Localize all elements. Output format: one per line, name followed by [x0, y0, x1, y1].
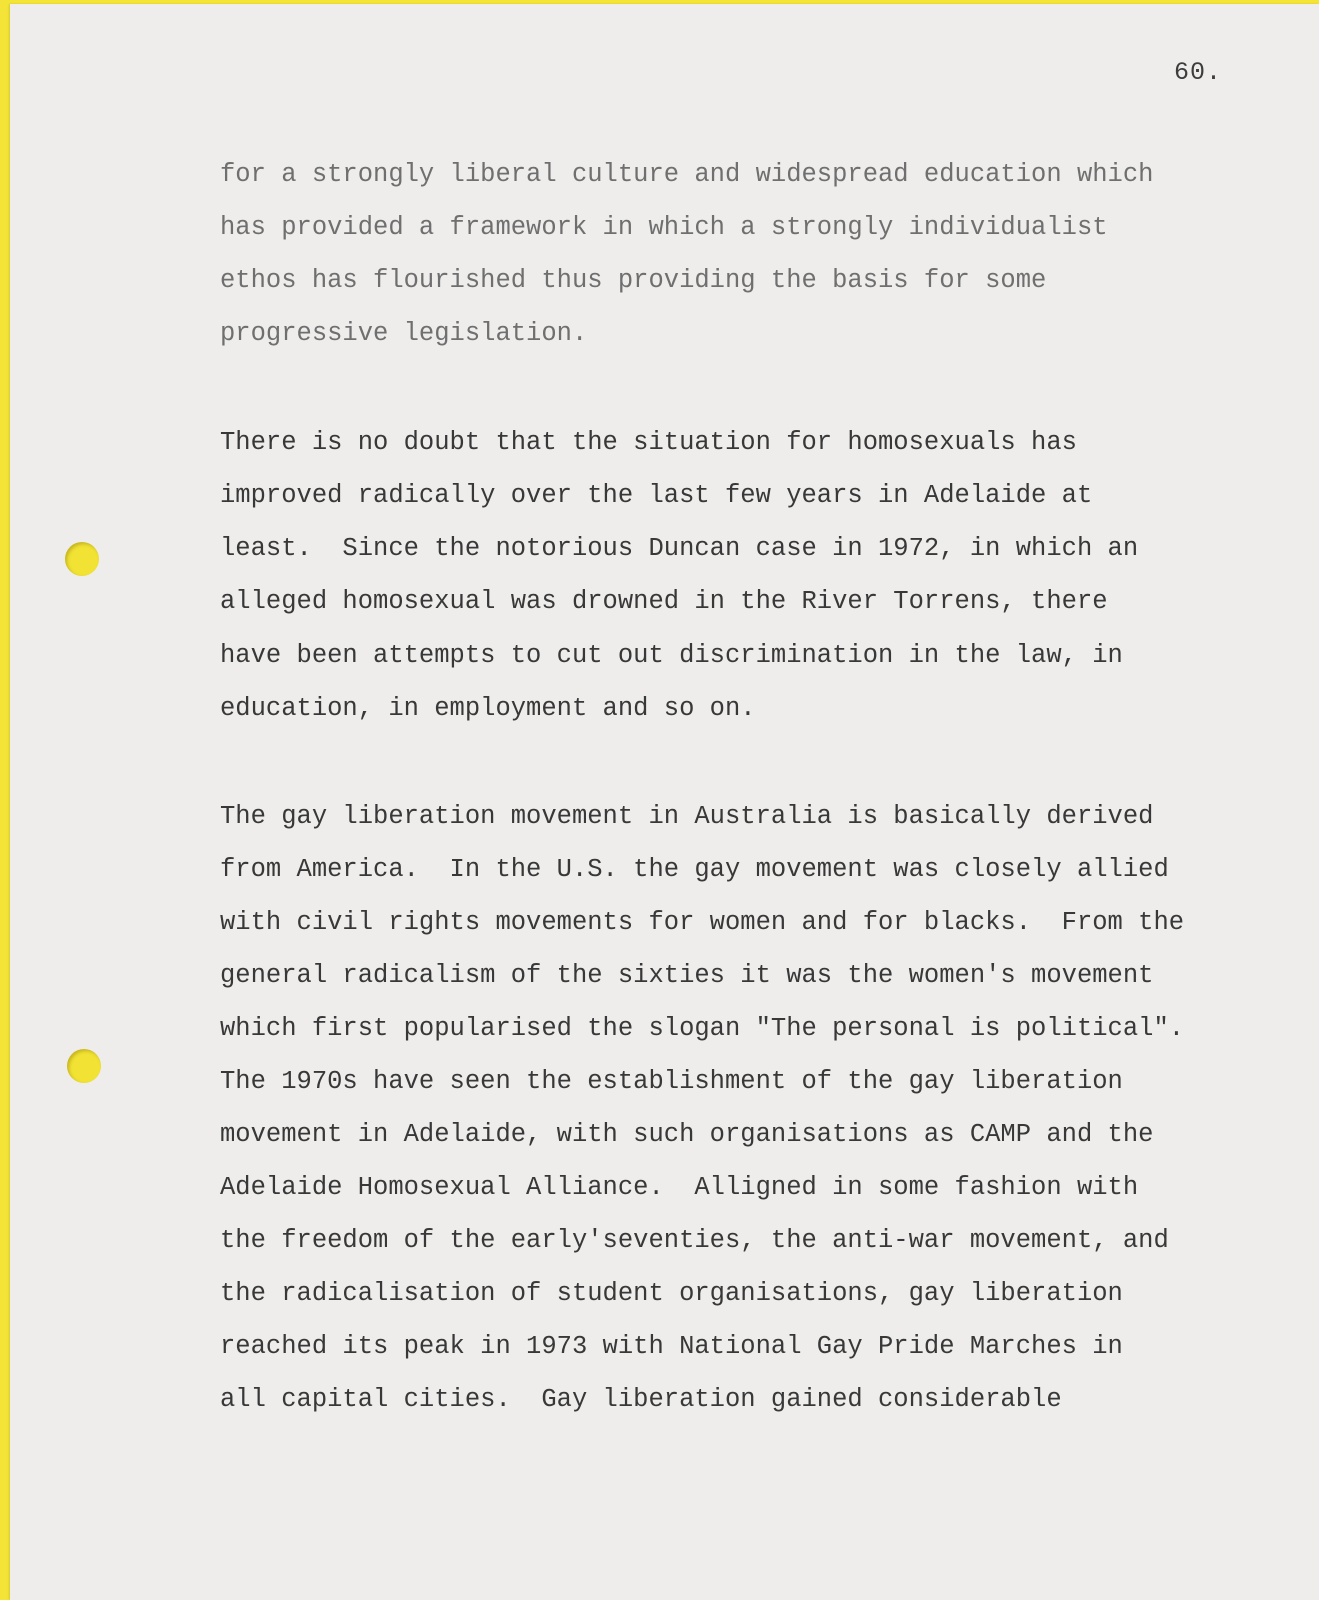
page-number: 60. [1174, 58, 1223, 87]
text-line: have been attempts to cut out discrimination in the law, in [220, 641, 1123, 670]
text-line: improved radically over the last few years in Adelaide at [220, 481, 1093, 510]
typewritten-page [10, 4, 1319, 1600]
text-line: ethos has flourished thus providing the basis for some [220, 266, 1047, 295]
text-line: least. Since the notorious Duncan case in 1972, in which an [220, 534, 1139, 563]
text-line: which first popularised the slogan "The personal is political". [220, 1014, 1185, 1043]
text-line: reached its peak in 1973 with National Gay Pride Marches in [220, 1332, 1123, 1361]
text-line: movement in Adelaide, with such organisations as CAMP and the [220, 1120, 1154, 1149]
binder-hole [65, 542, 99, 576]
binder-hole [67, 1049, 101, 1083]
text-line: education, in employment and so on. [220, 694, 756, 723]
text-line: for a strongly liberal culture and widespread education which [220, 160, 1154, 189]
text-line: all capital cities. Gay liberation gained considerable [220, 1385, 1062, 1414]
text-line: from America. In the U.S. the gay movement was closely allied [220, 855, 1169, 884]
text-line: The 1970s have seen the establishment of the gay liberation [220, 1067, 1123, 1096]
text-line: progressive legislation. [220, 319, 588, 348]
text-line: general radicalism of the sixties it was the women's movement [220, 961, 1154, 990]
text-line: the radicalisation of student organisations, gay liberation [220, 1279, 1123, 1308]
text-line: There is no doubt that the situation for homosexuals has [220, 428, 1077, 457]
text-line: has provided a framework in which a strongly individualist [220, 213, 1108, 242]
text-line: alleged homosexual was drowned in the River Torrens, there [220, 587, 1108, 616]
text-line: the freedom of the early'seventies, the anti-war movement, and [220, 1226, 1169, 1255]
text-line: with civil rights movements for women and for blacks. From the [220, 908, 1185, 937]
text-line: The gay liberation movement in Australia is basically derived [220, 802, 1154, 831]
text-line: Adelaide Homosexual Alliance. Alligned in some fashion with [220, 1173, 1139, 1202]
